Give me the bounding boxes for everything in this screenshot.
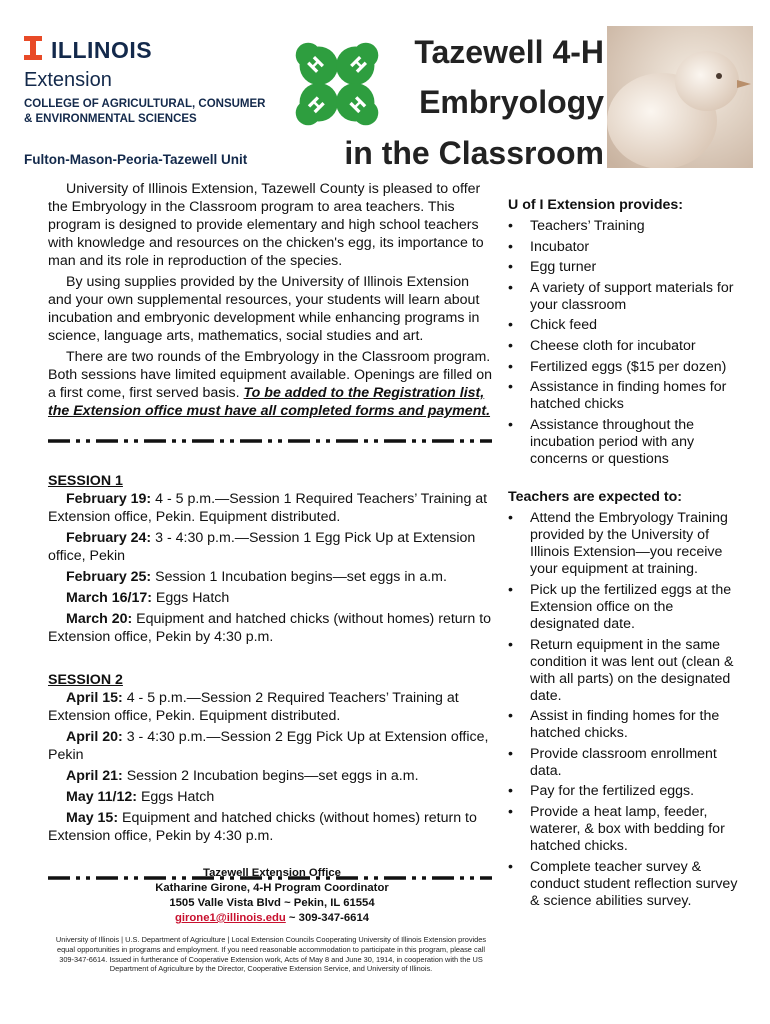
svg-text:H: H <box>346 93 371 118</box>
expected-item <box>508 859 738 910</box>
intro-p3-text: There are two rounds of the Embryology in the Classroom program. Both sessions have limited equipment available. Openings are filled on a first come, first served basis. <box>48 349 493 401</box>
session-2-text: Session 2 Incubation begins—set eggs in a.m. <box>122 768 419 784</box>
provides-item <box>508 338 738 355</box>
expected-item-text: Pay for the fertilized eggs. <box>530 783 695 800</box>
contact-line <box>48 911 496 926</box>
session-1-date: March 16/17: <box>66 590 152 606</box>
expected-item-text: Provide a heat lamp, feeder, waterer, & box with bedding for hatched chicks. <box>530 803 725 854</box>
svg-text:H: H <box>303 93 328 118</box>
session-2-text: Equipment and hatched chicks (without homes) return to Extension office, Pekin by 4:30 p.m. <box>48 810 477 844</box>
expected-item <box>508 708 738 742</box>
session-2-text: 3 - 4:30 p.m.—Session 2 Egg Pick Up at Extension office, Pekin <box>48 729 489 763</box>
session-2-date: April 15: <box>66 690 123 706</box>
provides-item-text: Fertilized eggs ($15 per dozen) <box>530 358 727 375</box>
expected-item <box>508 582 738 633</box>
bullet-dot-icon: • <box>508 803 513 820</box>
provides-item <box>508 259 738 276</box>
session-1-text: Equipment and hatched chicks (without homes) return to Extension office, Pekin by 4:30 p.m. <box>48 611 492 645</box>
session-2-line <box>48 689 496 725</box>
registration-notice: To be added to the Registration list, the Extension office must have all completed forms and payment. <box>48 385 491 419</box>
expected-item <box>508 746 738 780</box>
session-1-title: SESSION 1 <box>48 473 123 489</box>
bullet-dot-icon: • <box>508 581 513 598</box>
expected-item <box>508 510 738 578</box>
dash-divider <box>48 439 492 443</box>
session-1-line <box>48 529 496 565</box>
provides-item <box>508 218 738 235</box>
chick-photo <box>607 26 753 168</box>
session-1-text: 3 - 4:30 p.m.—Session 1 Egg Pick Up at Extension office, Pekin <box>48 530 476 564</box>
expected-item-text: Complete teacher survey & conduct student reflection survey & science abilities survey. <box>530 858 738 909</box>
title-line-1: Tazewell 4-H <box>414 34 604 70</box>
session-2-text: Eggs Hatch <box>137 789 215 805</box>
provides-list <box>508 218 738 468</box>
logo-word: ILLINOIS <box>51 37 153 63</box>
expected-item-text: Provide classroom enrollment data. <box>530 745 717 779</box>
session-2-line <box>48 788 496 806</box>
session-2-date: May 11/12: <box>66 789 137 805</box>
intro-paragraph-3 <box>48 348 496 420</box>
bullet-dot-icon: • <box>508 279 513 296</box>
bullet-dot-icon: • <box>508 218 513 234</box>
expected-heading: Teachers are expected to: <box>508 489 683 506</box>
unit-name: Fulton-Mason-Peoria-Tazewell Unit <box>24 152 248 167</box>
session-1-text: Session 1 Incubation begins—set eggs in a.m. <box>151 569 447 585</box>
provides-item <box>508 379 738 413</box>
session-1-text: 4 - 5 p.m.—Session 1 Required Teachers’ Training at Extension office, Pekin. Equipment distributed. <box>48 491 488 525</box>
contact-footer <box>48 866 496 926</box>
college-name <box>24 97 284 127</box>
phone: ~ 309-347-6614 <box>285 912 370 924</box>
intro-paragraph-2: By using supplies provided by the University of Illinois Extension and your own supplemental resources, your students will learn about incubation and embryonic development while enhancing programs in science, language arts, mathematics, social studies and art. <box>48 274 480 344</box>
provides-item <box>508 239 738 256</box>
address: 1505 Valle Vista Blvd ~ Pekin, IL 61554 <box>169 897 375 909</box>
provides-item <box>508 280 738 314</box>
provides-item-text: Teachers’ Training <box>530 218 645 234</box>
bullet-dot-icon: • <box>508 337 513 354</box>
logo-extension: Extension <box>24 69 112 91</box>
expected-item <box>508 637 738 705</box>
bullet-dot-icon: • <box>508 317 513 334</box>
provides-item <box>508 317 738 334</box>
session-1-date: February 19: <box>66 491 152 507</box>
main-text-column <box>48 180 496 885</box>
provides-item-text: Egg turner <box>530 259 597 276</box>
session-2-schedule <box>48 689 496 845</box>
sidebar-column <box>508 197 738 913</box>
provides-item <box>508 417 738 468</box>
email-link[interactable]: girone1@illinois.edu <box>174 912 286 924</box>
session-1-text: Eggs Hatch <box>151 590 230 606</box>
svg-text:H: H <box>345 53 370 78</box>
session-2-line <box>48 809 496 845</box>
title-line-3: in the Classroom <box>344 135 604 171</box>
bullet-dot-icon: • <box>508 259 513 276</box>
bullet-dot-icon: • <box>508 858 513 875</box>
session-2-title: SESSION 2 <box>48 672 123 688</box>
session-2-line <box>48 767 496 785</box>
office-name: Tazewell Extension Office <box>203 867 341 879</box>
session-1-date: February 25: <box>66 569 152 585</box>
provides-item-text: Incubator <box>530 238 590 255</box>
expected-item <box>508 804 738 855</box>
provides-heading: U of I Extension provides: <box>508 197 684 213</box>
illinois-i-logo-icon <box>24 36 42 60</box>
provides-item-text: Assistance throughout the incubation period with any concerns or questions <box>530 416 695 467</box>
bullet-dot-icon: • <box>508 708 513 725</box>
session-1-line <box>48 568 496 586</box>
provides-item-text: Chick feed <box>530 317 598 334</box>
title-line-2: Embryology <box>419 84 604 120</box>
session-2-line <box>48 728 496 764</box>
session-2-date: April 21: <box>66 768 123 784</box>
college-line-2: & ENVIRONMENTAL SCIENCES <box>24 113 197 125</box>
bullet-dot-icon: • <box>508 379 513 396</box>
provides-item-text: Cheese cloth for incubator <box>530 337 696 354</box>
bullet-dot-icon: • <box>508 783 513 800</box>
session-1-line <box>48 490 496 526</box>
bullet-dot-icon: • <box>508 636 513 653</box>
bullet-dot-icon: • <box>508 238 513 255</box>
4h-clover-logo-icon <box>289 36 385 132</box>
coordinator: Katharine Girone, 4-H Program Coordinator <box>155 882 389 894</box>
expected-list <box>508 510 738 909</box>
intro-paragraph-1: University of Illinois Extension, Tazewell County is pleased to offer the Embryology in the Classroom program to area teachers. This program is designed to provide elementary and high school teachers with knowledge and resources on the chicken's egg, its importance to man and its role in reproduction of the species. <box>48 181 484 269</box>
session-1-date: February 24: <box>66 530 152 546</box>
expected-item-text: Return equipment in the same condition it was lent out (clean & with all parts) on the designated date. <box>530 636 734 704</box>
session-1-line <box>48 589 496 607</box>
session-2-date: May 15: <box>66 810 119 826</box>
expected-item-text: Pick up the fertilized eggs at the Extension office on the designated date. <box>530 581 732 632</box>
session-1-date: March 20: <box>66 611 133 627</box>
session-2-text: 4 - 5 p.m.—Session 2 Required Teachers’ Training at Extension office, Pekin. Equipment distributed. <box>48 690 459 724</box>
bullet-dot-icon: • <box>508 510 513 527</box>
provides-item-text: A variety of support materials for your classroom <box>530 279 734 313</box>
expected-item-text: Attend the Embryology Training provided by the University of Illinois Extension—you receive your equipment at training. <box>530 510 728 578</box>
provides-item-text: Assistance in finding homes for hatched chicks <box>530 379 727 413</box>
college-line-1: COLLEGE OF AGRICULTURAL, CONSUMER <box>24 98 266 110</box>
svg-text:H: H <box>304 53 329 78</box>
session-1-line <box>48 610 496 646</box>
bullet-dot-icon: • <box>508 745 513 762</box>
session-1-schedule <box>48 490 496 646</box>
expected-item-text: Assist in finding homes for the hatched chicks. <box>530 708 720 742</box>
disclaimer: University of Illinois | U.S. Department of Agriculture | Local Extension Councils Cooperating University of Illinois Extension provides equal opportunities in programs and employment. If you need reasonable accommodation to participate in this program, please call 309-347-6614. Issued in furtherance of Cooperative Extension work, Acts of May 8 and June 30, 1914, in cooperation with the US Department of Agriculture by the Director, Cooperative Extension Service, and University of Illinois. <box>55 935 487 974</box>
bullet-dot-icon: • <box>508 416 513 433</box>
bullet-dot-icon: • <box>508 358 513 375</box>
expected-item <box>508 783 738 800</box>
provides-item <box>508 359 738 376</box>
session-2-date: April 20: <box>66 729 123 745</box>
